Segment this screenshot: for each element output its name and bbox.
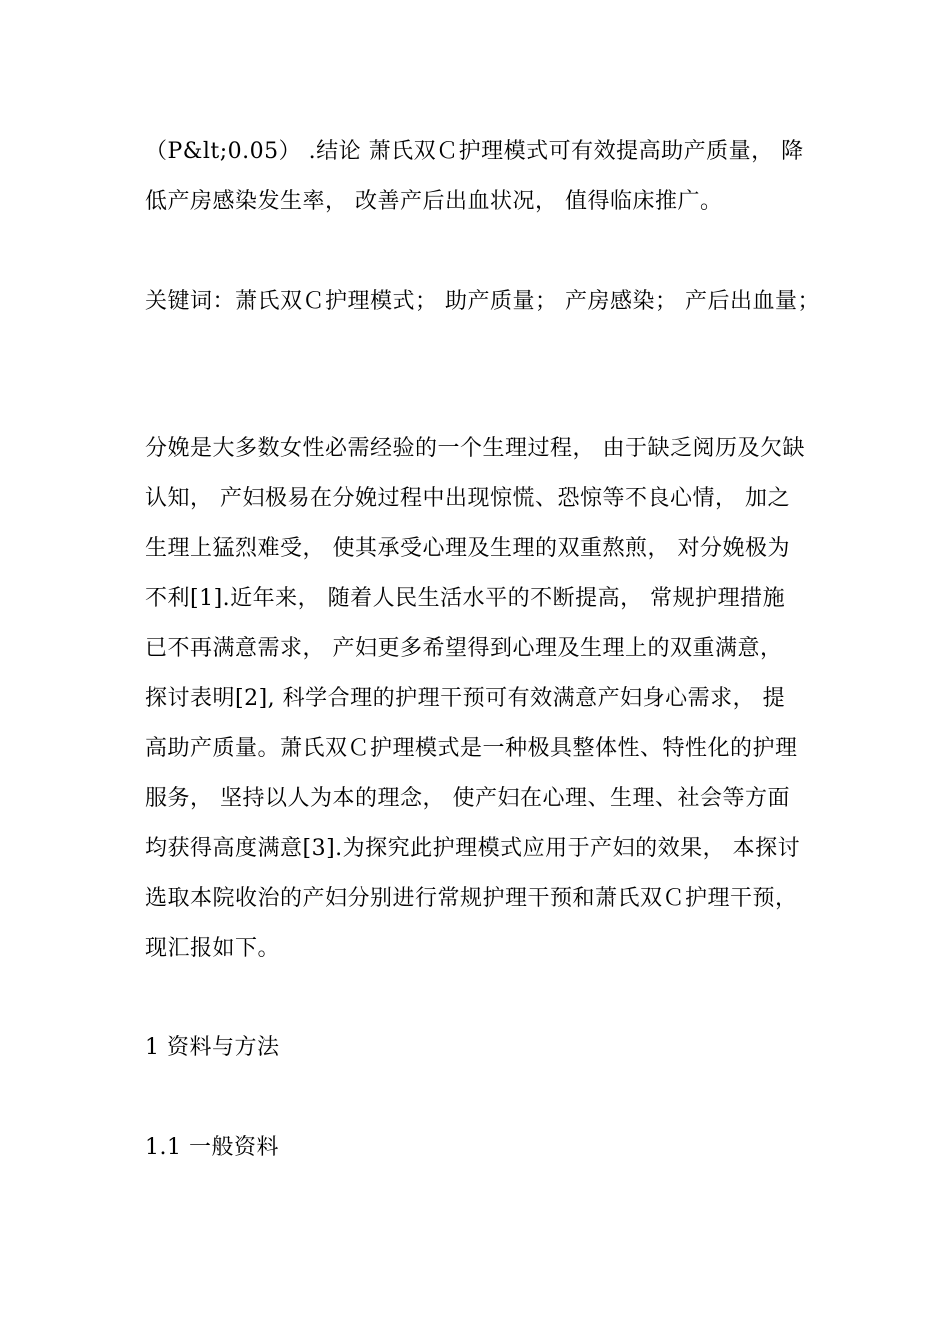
intro-line-6: 探讨表明[2], 科学合理的护理干预可有效满意产妇身心需求， 提: [145, 686, 786, 711]
section-heading-1-1: 1.1 一般资料: [145, 1135, 279, 1160]
intro-line-11: 现汇报如下。: [145, 936, 281, 961]
intro-line-8: 服务， 坚持以人为本的理念， 使产妇在心理、生理、社会等方面: [145, 786, 790, 811]
intro-line-2: 认知， 产妇极易在分娩过程中出现惊慌、恐惊等不良心情， 加之: [145, 486, 790, 511]
intro-line-7: 高助产质量。萧氏双Ｃ护理模式是一种极具整体性、特性化的护理: [145, 736, 798, 761]
intro-line-10: 选取本院收治的产妇分别进行常规护理干预和萧氏双Ｃ护理干预，: [145, 886, 798, 911]
intro-line-4: 不利[1].近年来， 随着人民生活水平的不断提高， 常规护理措施: [145, 586, 786, 611]
keywords-line: 关键词：萧氏双Ｃ护理模式； 助产质量； 产房感染； 产后出血量；: [145, 289, 820, 314]
abstract-line-1: （P&lt;0.05） .结论 萧氏双Ｃ护理模式可有效提高助产质量， 降: [145, 139, 804, 164]
intro-line-5: 已不再满意需求， 产妇更多希望得到心理及生理上的双重满意，: [145, 636, 783, 661]
abstract-line-2: 低产房感染发生率， 改善产后出血状况， 值得临床推广。: [145, 189, 723, 214]
section-heading-1: 1 资料与方法: [145, 1035, 280, 1060]
intro-line-3: 生理上猛烈难受， 使其承受心理及生理的双重熬煎， 对分娩极为: [145, 536, 790, 561]
intro-line-9: 均获得高度满意[3].为探究此护理模式应用于产妇的效果， 本探讨: [145, 836, 801, 861]
intro-line-1: 分娩是大多数女性必需经验的一个生理过程， 由于缺乏阅历及欠缺: [145, 436, 805, 461]
